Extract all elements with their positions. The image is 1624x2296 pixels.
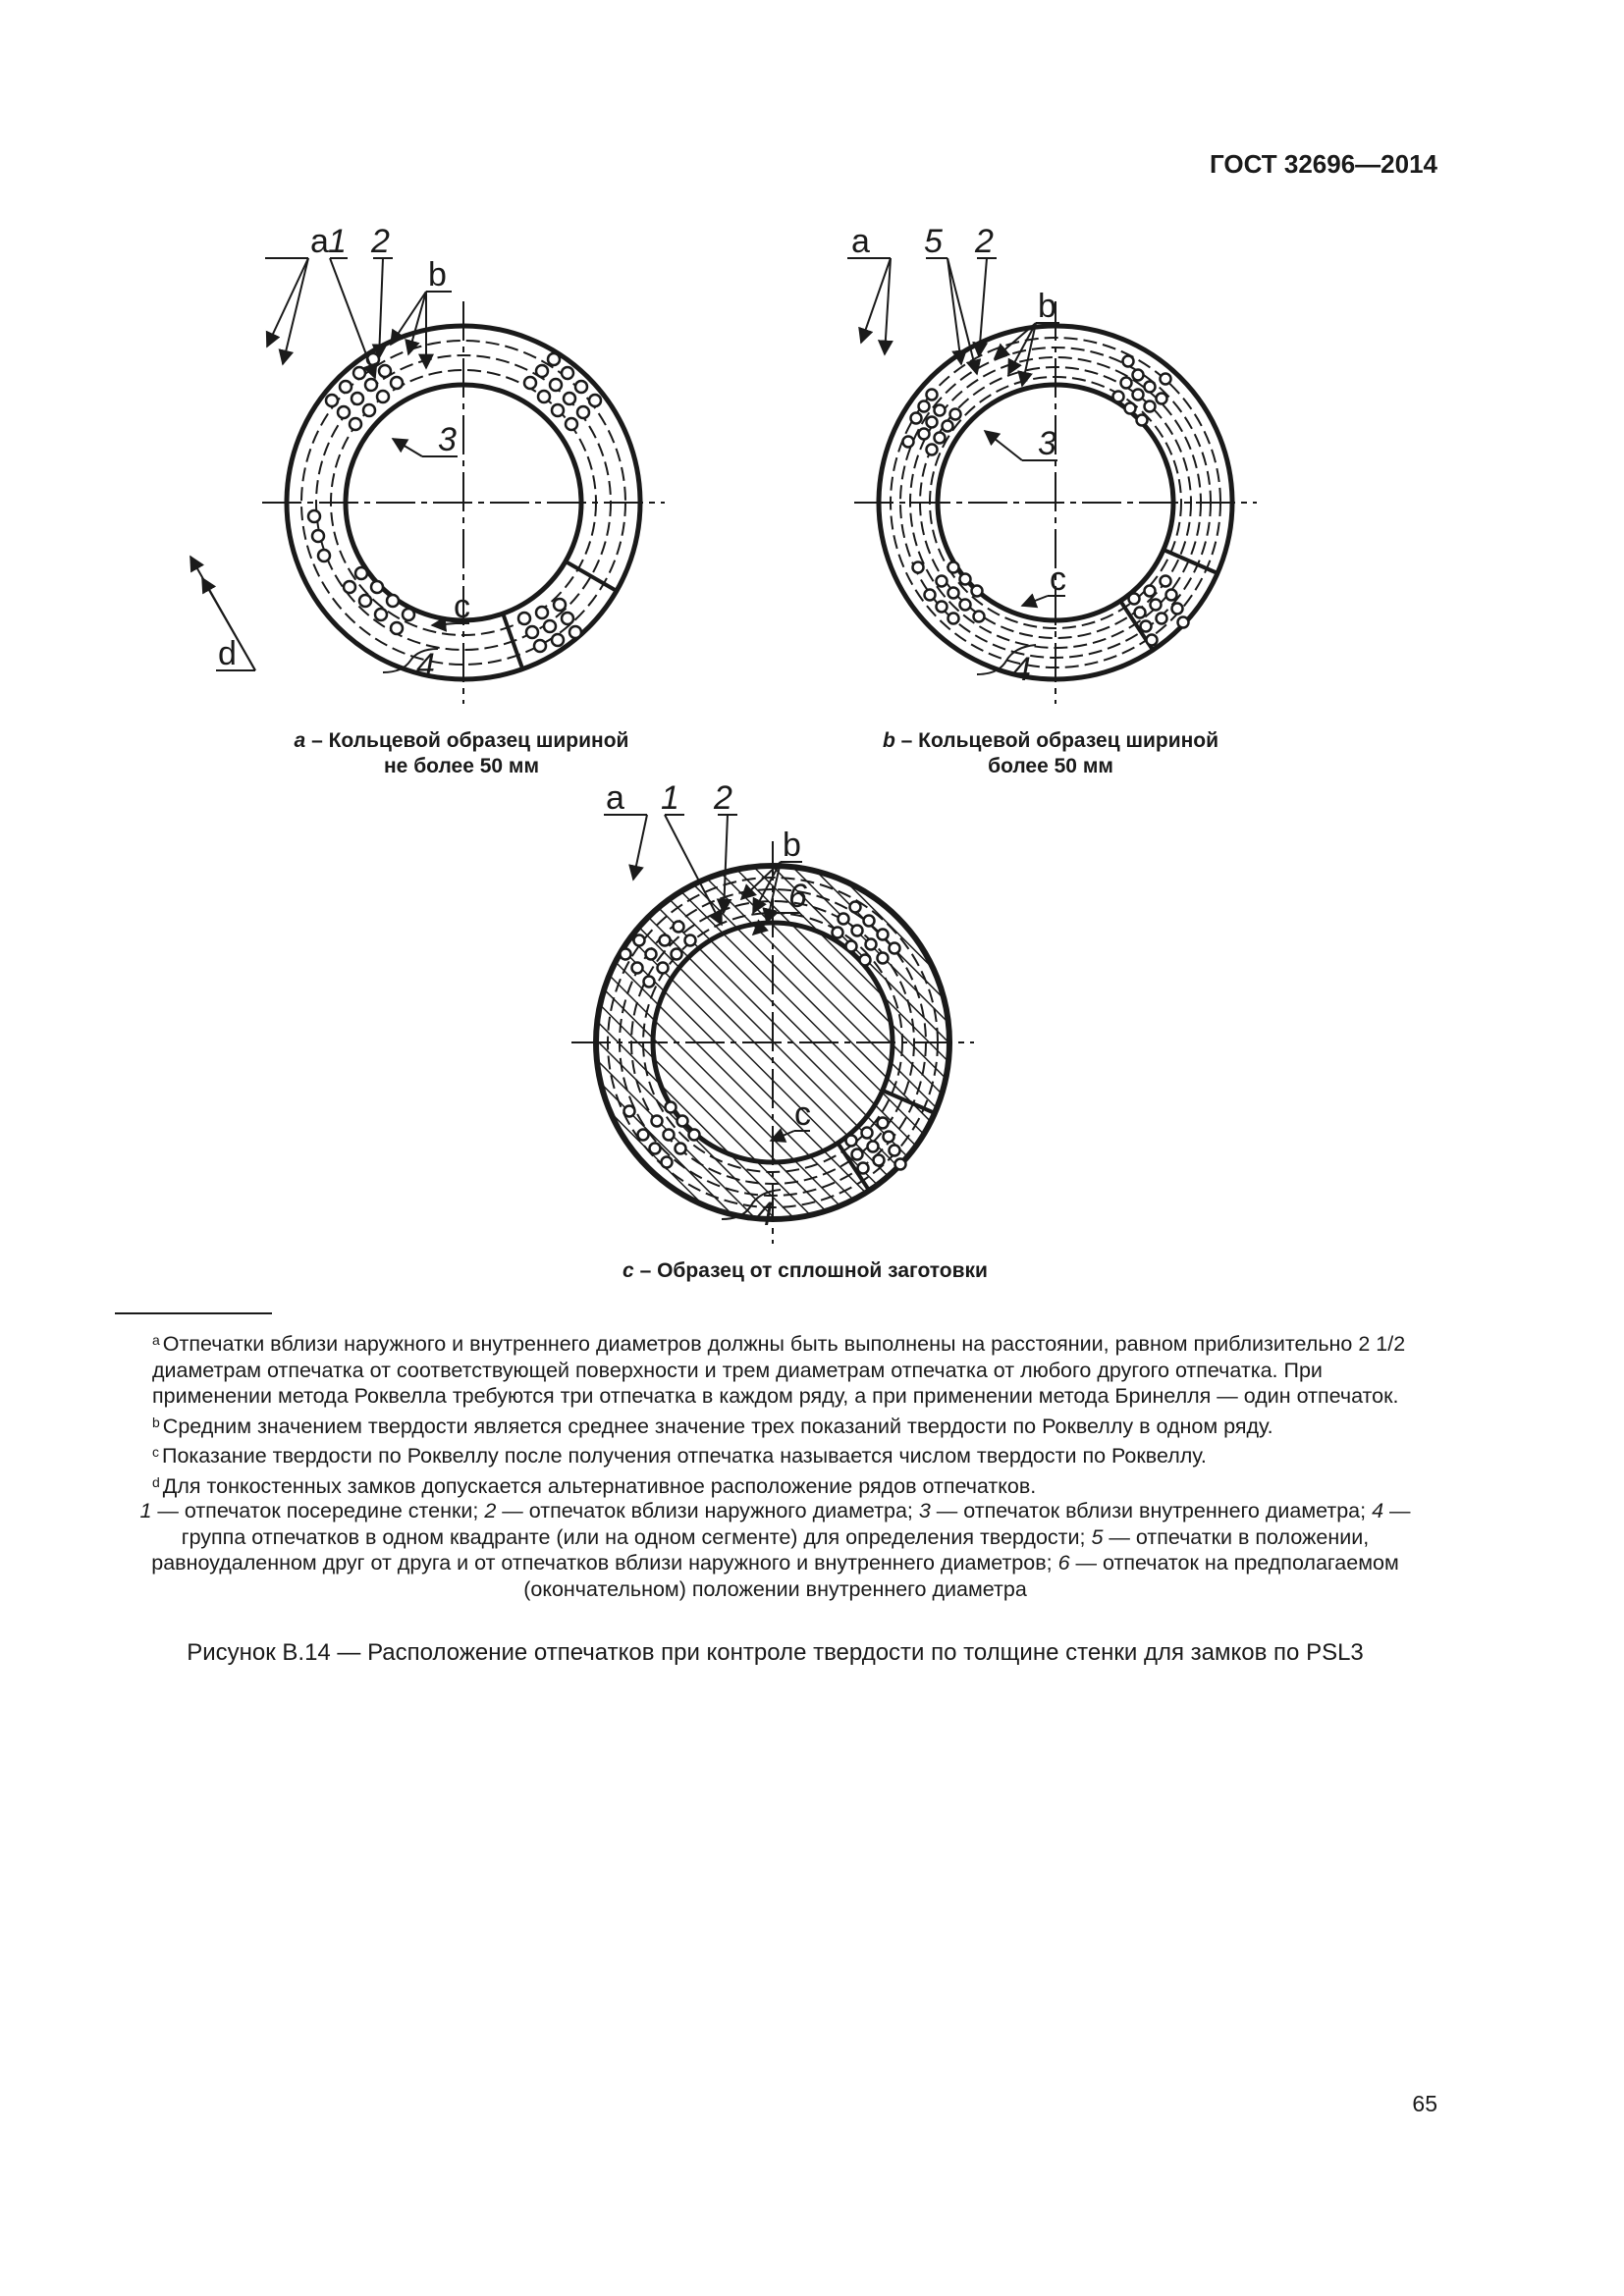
figure-a-letter: a — [294, 729, 306, 752]
label-5: 5 — [924, 223, 943, 260]
label-2: 2 — [714, 779, 732, 817]
label-a: a — [606, 779, 624, 817]
footnote-separator — [115, 1312, 272, 1314]
page-number: 65 — [1412, 2091, 1437, 2116]
label-c: c — [454, 588, 470, 625]
figure-b-caption-line1: – Кольцевой образец шириной — [900, 729, 1219, 752]
figure-title: Рисунок В.14 — Расположение отпечатков при контроле твердости по толщине стенки для замков по PSL3 — [187, 1639, 1364, 1666]
footnote-d: $^d$ Для тонкостенных замков допускается альтернативное расположение рядов отпечатков. — [152, 1473, 1037, 1498]
figure-b-drawing — [830, 221, 1301, 712]
figure-a-caption-line2: не более 50 мм — [384, 755, 539, 777]
figure-legend: 1 — отпечаток посередине стенки; 2 — отпечаток вблизи наружного диаметра; 3 — отпечаток вблизи внутреннего диаметра; 4 — группа отпечатков в одном квадранте (или на одном сегменте) для определения твердости; 5 — отпечатки в положении, равноудаленном друг от друга и от отпечатков вблизи наружного и внутреннего диаметров; 6 — отпечаток на предполагаемом (окончательном) положении внутреннего диаметра — [139, 1499, 1411, 1601]
label-d: d — [218, 635, 237, 672]
figure-a-drawing — [218, 221, 717, 712]
figure-b — [830, 221, 1301, 712]
footnote-c: $^c$ Показание твердости по Роквеллу после получения отпечатка называется числом твердости по Роквеллу. — [152, 1444, 1207, 1468]
figure-a-caption-line1: – Кольцевой образец шириной — [311, 729, 629, 752]
document-header: ГОСТ 32696—2014 — [1210, 149, 1437, 179]
figure-a — [218, 221, 717, 712]
label-c: c — [1050, 561, 1066, 598]
label-b: b — [783, 827, 801, 864]
label-c: c — [794, 1095, 811, 1133]
label-b: b — [1038, 288, 1056, 325]
footnote-a: $^a$ Отпечатки вблизи наружного и внутреннего диаметров должны быть выполнены на расстоянии, равном приблизительно 2 1/2 диаметрам отпечатка от соответствующей поверхности и трем диаметрам отпечатка от любого другого отпечатка. При применении метода Роквелла требуются три отпечатка в каждом ряду, а при применении метода Бринелля — один отпечаток. — [152, 1332, 1406, 1408]
label-4: 4 — [416, 647, 435, 684]
label-a: a — [310, 223, 329, 260]
figure-b-caption — [844, 728, 1257, 779]
footnotes — [115, 1327, 1435, 1499]
footnote-b: $^b$ Средним значением твердости является среднее значение трех показаний твердости по Роквеллу в одном ряду. — [152, 1414, 1273, 1438]
figure-c-drawing — [545, 775, 1056, 1266]
figure-c-letter: c — [623, 1259, 634, 1282]
label-6: 6 — [788, 878, 807, 915]
label-3: 3 — [1038, 425, 1056, 462]
label-2: 2 — [371, 223, 390, 260]
figure-b-caption-line2: более 50 мм — [988, 755, 1113, 777]
label-1: 1 — [328, 223, 347, 260]
label-b: b — [428, 256, 447, 294]
figure-a-caption — [255, 728, 668, 779]
figure-b-letter: b — [882, 729, 895, 752]
label-4: 4 — [1012, 651, 1031, 688]
label-4: 4 — [755, 1196, 774, 1233]
label-3: 3 — [438, 421, 457, 458]
figure-c — [545, 775, 1056, 1266]
figure-c-caption-line1: – Образец от сплошной заготовки — [639, 1259, 988, 1282]
label-a: a — [851, 223, 870, 260]
label-2: 2 — [975, 223, 994, 260]
figure-c-caption — [511, 1258, 1100, 1284]
label-1: 1 — [661, 779, 679, 817]
